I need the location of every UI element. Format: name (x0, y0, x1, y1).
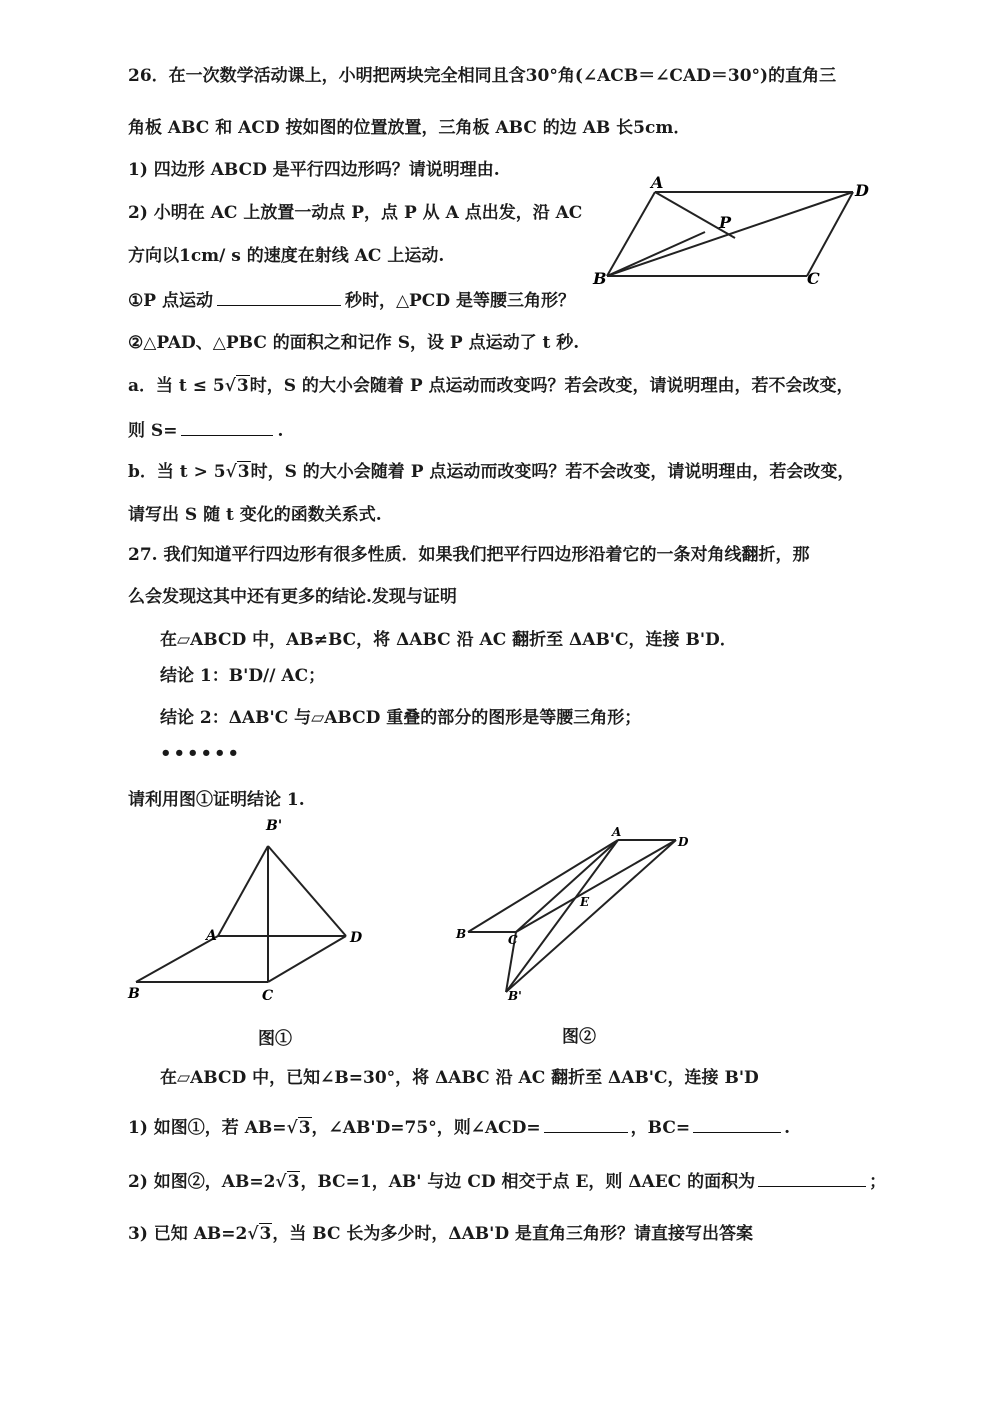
q26-part-2: 2) 小明在 AC 上放置一动点 P，点 P 从 A 点出发，沿 AC (128, 203, 583, 223)
point-p-label: P (719, 213, 732, 232)
vertex-c-label: C (508, 933, 518, 947)
q26-sub-1-text-b: 秒时，△PCD 是等腰三角形？ (344, 291, 576, 311)
q26-s-label: 则 S= (128, 421, 178, 441)
q27-sub-3: 3) 已知 AB=2√3，当 BC 长为多少时，ΔAB'D 是直角三角形？请直接写出答案 (128, 1224, 754, 1244)
q26-sub-2: ②△PAD、△PBC 的面积之和记作 S，设 P 点运动了 t 秒. (128, 333, 580, 353)
q27-sub-2-text-a: 2) 如图②，AB=2 (128, 1172, 276, 1192)
q26-sub-2a-text-b: 时，S 的大小会随着 P 点运动而改变吗？若会改变，请说明理由，若不会改变， (249, 376, 854, 396)
q26-sub-1 (128, 287, 575, 313)
vertex-b-label: B (128, 986, 140, 1002)
vertex-a-label: A (612, 825, 622, 839)
q27-sub-2-text-c: ； (869, 1172, 887, 1192)
vertex-a-label: A (206, 928, 217, 944)
q27-line-2: 么会发现这其中还有更多的结论.发现与证明 (128, 587, 457, 607)
q27-sub-3-text-b: ，当 BC 长为多少时，ΔAB'D 是直角三角形？请直接写出答案 (272, 1224, 754, 1244)
answer-blank (693, 1114, 781, 1133)
q27-conclusion-1: 结论 1：B'D// AC； (160, 666, 326, 686)
figure-1-caption: 图① (258, 1029, 292, 1049)
q27-ellipsis: •••••• (160, 743, 242, 764)
vertex-bprime-label: B' (266, 818, 283, 834)
q26-line-2: 角板 ABC 和 ACD 按如图的位置放置，三角板 ABC 的边 AB 长5cm． (128, 118, 691, 138)
vertex-c-label: C (807, 269, 820, 288)
answer-blank (181, 417, 273, 436)
q26-parallelogram-figure (585, 170, 885, 290)
q26-sub-2b-text-b: 时，S 的大小会随着 P 点运动而改变吗？若不会改变，请说明理由，若会改变， (250, 462, 855, 482)
q27-sub-2-text-b: ，BC=1，AB' 与边 CD 相交于点 E，则 ΔAEC 的面积为 (300, 1172, 756, 1192)
q26-sub-2a: a．当 t ≤ 5√3时，S 的大小会随着 P 点运动而改变吗？若会改变，请说明理由，若不会改变， (128, 376, 854, 396)
q26-sub-2a-answer (128, 417, 283, 443)
vertex-d-label: D (350, 930, 363, 946)
q27-given: 在▱ABCD 中，已知∠B=30°，将 ΔABC 沿 AC 翻折至 ΔAB'C，连接 B'D (160, 1068, 759, 1088)
q26-part-1: 1) 四边形 ABCD 是平行四边形吗？请说明理由. (128, 160, 500, 180)
q27-sub-1-text-d: . (784, 1118, 791, 1138)
answer-blank (758, 1168, 866, 1187)
answer-blank (544, 1114, 628, 1133)
q27-sub-1-text-b: ，∠AB'D=75°，则∠ACD= (311, 1118, 541, 1138)
sqrt-radicand: 3 (237, 462, 250, 482)
sqrt-radicand: 3 (259, 1224, 272, 1244)
sqrt-radicand: 3 (298, 1118, 311, 1138)
q27-setup: 在▱ABCD 中，AB≠BC，将 ΔABC 沿 AC 翻折至 ΔAB'C，连接 B'D． (160, 630, 737, 650)
q27-prove-instruction: 请利用图①证明结论 1. (128, 790, 305, 810)
q27-sub-1-text-c: ，BC= (630, 1118, 691, 1138)
q26-sub-2a-text-a: a．当 t ≤ 5 (128, 376, 225, 396)
vertex-b-label: B (593, 269, 607, 288)
q27-figure-1 (120, 810, 370, 1010)
vertex-b-label: B (456, 927, 467, 941)
vertex-c-label: C (262, 988, 274, 1004)
figure-2-caption: 图② (562, 1027, 596, 1047)
point-e-label: E (580, 895, 590, 909)
q26-sub-1-text-a: ①P 点运动 (128, 291, 213, 311)
q27-sub-3-text-a: 3) 已知 AB=2 (128, 1224, 248, 1244)
q26-s-period: . (277, 421, 284, 441)
vertex-d-label: D (855, 181, 869, 200)
q27-line-1: 27. 我们知道平行四边形有很多性质．如果我们把平行四边形沿着它的一条对角线翻折，那 (128, 545, 810, 565)
q26-sub-2b-text-a: b．当 t > 5 (128, 462, 226, 482)
sqrt-radicand: 3 (236, 376, 249, 396)
q26-line-1: 26．在一次数学活动课上，小明把两块完全相同且含30°角(∠ACB＝∠CAD＝30°)的直角三 (128, 66, 837, 86)
q26-part-2-cont: 方向以1cm/ s 的速度在射线 AC 上运动. (128, 246, 445, 266)
answer-blank (217, 287, 341, 306)
vertex-bprime-label: B' (508, 989, 522, 1003)
q26-sub-2b-cont: 请写出 S 随 t 变化的函数关系式. (128, 505, 382, 525)
q27-sub-1-text-a: 1) 如图①，若 AB= (128, 1118, 287, 1138)
q27-figure-2 (450, 820, 710, 1010)
q27-conclusion-2: 结论 2：ΔAB'C 与▱ABCD 重叠的部分的图形是等腰三角形； (160, 708, 642, 728)
sqrt-radicand: 3 (287, 1172, 300, 1192)
vertex-a-label: A (651, 173, 664, 192)
vertex-d-label: D (678, 835, 689, 849)
q27-sub-1: 1) 如图①，若 AB=√3，∠AB'D=75°，则∠ACD= ，BC= . (128, 1114, 790, 1140)
q26-sub-2b: b．当 t > 5√3时，S 的大小会随着 P 点运动而改变吗？若不会改变，请说明理由，若会改变， (128, 462, 855, 482)
q27-sub-2: 2) 如图②，AB=2√3，BC=1，AB' 与边 CD 相交于点 E，则 ΔAEC 的面积为 ； (128, 1168, 886, 1194)
